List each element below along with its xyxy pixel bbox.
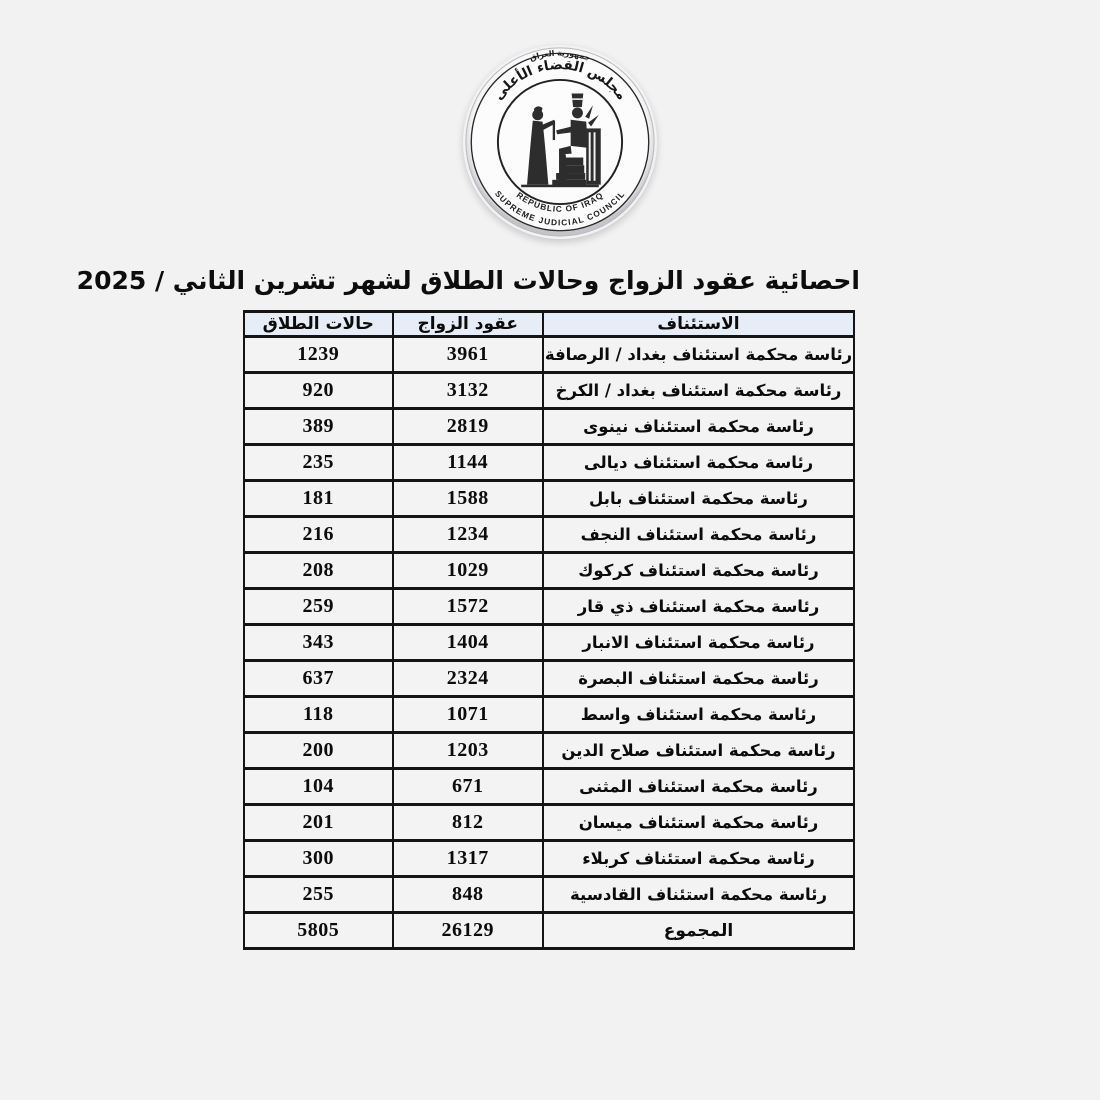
table-row xyxy=(244,733,854,769)
court-name-cell: رئاسة محكمة استئناف صلاح الدين xyxy=(543,733,854,769)
marriage-count-cell: 1572 xyxy=(393,589,543,625)
seal-council-english-text: SUPREME JUDICIAL COUNCIL xyxy=(492,188,628,228)
table-row xyxy=(244,481,854,517)
marriage-count-cell: 1029 xyxy=(393,553,543,589)
court-name-cell: رئاسة محكمة استئناف ذي قار xyxy=(543,589,854,625)
divorce-count-cell: 300 xyxy=(244,841,393,877)
court-name-cell: رئاسة محكمة استئناف بغداد / الرصافة xyxy=(543,337,854,373)
table-header xyxy=(244,312,854,337)
court-name-cell: رئاسة محكمة استئناف المثنى xyxy=(543,769,854,805)
divorce-count-cell: 389 xyxy=(244,409,393,445)
divorce-count-cell: 255 xyxy=(244,877,393,913)
table-row xyxy=(244,373,854,409)
column-header-divorce-cases: حالات الطلاق xyxy=(244,312,393,337)
divorce-count-cell: 201 xyxy=(244,805,393,841)
table-row xyxy=(244,841,854,877)
marriage-count-cell: 812 xyxy=(393,805,543,841)
table-footer xyxy=(244,913,854,949)
total-row xyxy=(244,913,854,949)
table-row xyxy=(244,409,854,445)
page-title: احصائية عقود الزواج وحالات الطلاق لشهر تشرين الثاني / 2025 xyxy=(76,266,860,295)
marriage-count-cell: 3132 xyxy=(393,373,543,409)
marriage-count-cell: 1071 xyxy=(393,697,543,733)
table-row xyxy=(244,661,854,697)
marriage-count-cell: 848 xyxy=(393,877,543,913)
court-name-cell: رئاسة محكمة استئناف البصرة xyxy=(543,661,854,697)
marriage-count-cell: 1588 xyxy=(393,481,543,517)
table-row xyxy=(244,769,854,805)
marriage-count-cell: 2819 xyxy=(393,409,543,445)
divorce-count-cell: 259 xyxy=(244,589,393,625)
supreme-judicial-council-logo xyxy=(463,45,657,239)
total-label-cell: المجموع xyxy=(543,913,854,949)
seal-council-arabic-text: مجلس القضاء الأعلى xyxy=(490,57,630,104)
court-name-cell: رئاسة محكمة استئناف واسط xyxy=(543,697,854,733)
table-row xyxy=(244,805,854,841)
divorce-count-cell: 200 xyxy=(244,733,393,769)
divorce-count-cell: 208 xyxy=(244,553,393,589)
table-row xyxy=(244,517,854,553)
divorce-count-cell: 235 xyxy=(244,445,393,481)
divorce-count-cell: 920 xyxy=(244,373,393,409)
marriage-count-cell: 671 xyxy=(393,769,543,805)
marriage-count-cell: 1203 xyxy=(393,733,543,769)
divorce-count-cell: 343 xyxy=(244,625,393,661)
table-row xyxy=(244,337,854,373)
table-row xyxy=(244,697,854,733)
column-header-marriage-contracts: عقود الزواج xyxy=(393,312,543,337)
court-name-cell: رئاسة محكمة استئناف النجف xyxy=(543,517,854,553)
divorce-count-cell: 216 xyxy=(244,517,393,553)
court-name-cell: رئاسة محكمة استئناف بابل xyxy=(543,481,854,517)
total-divorce-cell: 5805 xyxy=(244,913,393,949)
court-name-cell: رئاسة محكمة استئناف نينوى xyxy=(543,409,854,445)
court-name-cell: رئاسة محكمة استئناف ديالى xyxy=(543,445,854,481)
table-row xyxy=(244,589,854,625)
divorce-count-cell: 181 xyxy=(244,481,393,517)
seal-republic-english-text: REPUBLIC OF IRAQ xyxy=(514,189,606,214)
table-row xyxy=(244,445,854,481)
table-row xyxy=(244,553,854,589)
court-name-cell: رئاسة محكمة استئناف الانبار xyxy=(543,625,854,661)
statistics-table xyxy=(243,310,855,950)
marriage-count-cell: 1317 xyxy=(393,841,543,877)
table-row xyxy=(244,877,854,913)
header-row xyxy=(244,312,854,337)
court-name-cell: رئاسة محكمة استئناف كركوك xyxy=(543,553,854,589)
seal-republic-arabic-text: جمهورية العراق xyxy=(528,48,592,63)
column-header-appeals-court: الاستئناف xyxy=(543,312,854,337)
total-marriage-cell: 26129 xyxy=(393,913,543,949)
seal-graphic xyxy=(463,45,657,239)
marriage-count-cell: 3961 xyxy=(393,337,543,373)
court-name-cell: رئاسة محكمة استئناف كربلاء xyxy=(543,841,854,877)
table-body xyxy=(244,337,854,913)
marriage-count-cell: 1404 xyxy=(393,625,543,661)
divorce-count-cell: 104 xyxy=(244,769,393,805)
divorce-count-cell: 1239 xyxy=(244,337,393,373)
marriage-count-cell: 2324 xyxy=(393,661,543,697)
divorce-count-cell: 118 xyxy=(244,697,393,733)
divorce-count-cell: 637 xyxy=(244,661,393,697)
table-row xyxy=(244,625,854,661)
court-name-cell: رئاسة محكمة استئناف ميسان xyxy=(543,805,854,841)
marriage-count-cell: 1144 xyxy=(393,445,543,481)
court-name-cell: رئاسة محكمة استئناف بغداد / الكرخ xyxy=(543,373,854,409)
court-name-cell: رئاسة محكمة استئناف القادسية xyxy=(543,877,854,913)
marriage-count-cell: 1234 xyxy=(393,517,543,553)
